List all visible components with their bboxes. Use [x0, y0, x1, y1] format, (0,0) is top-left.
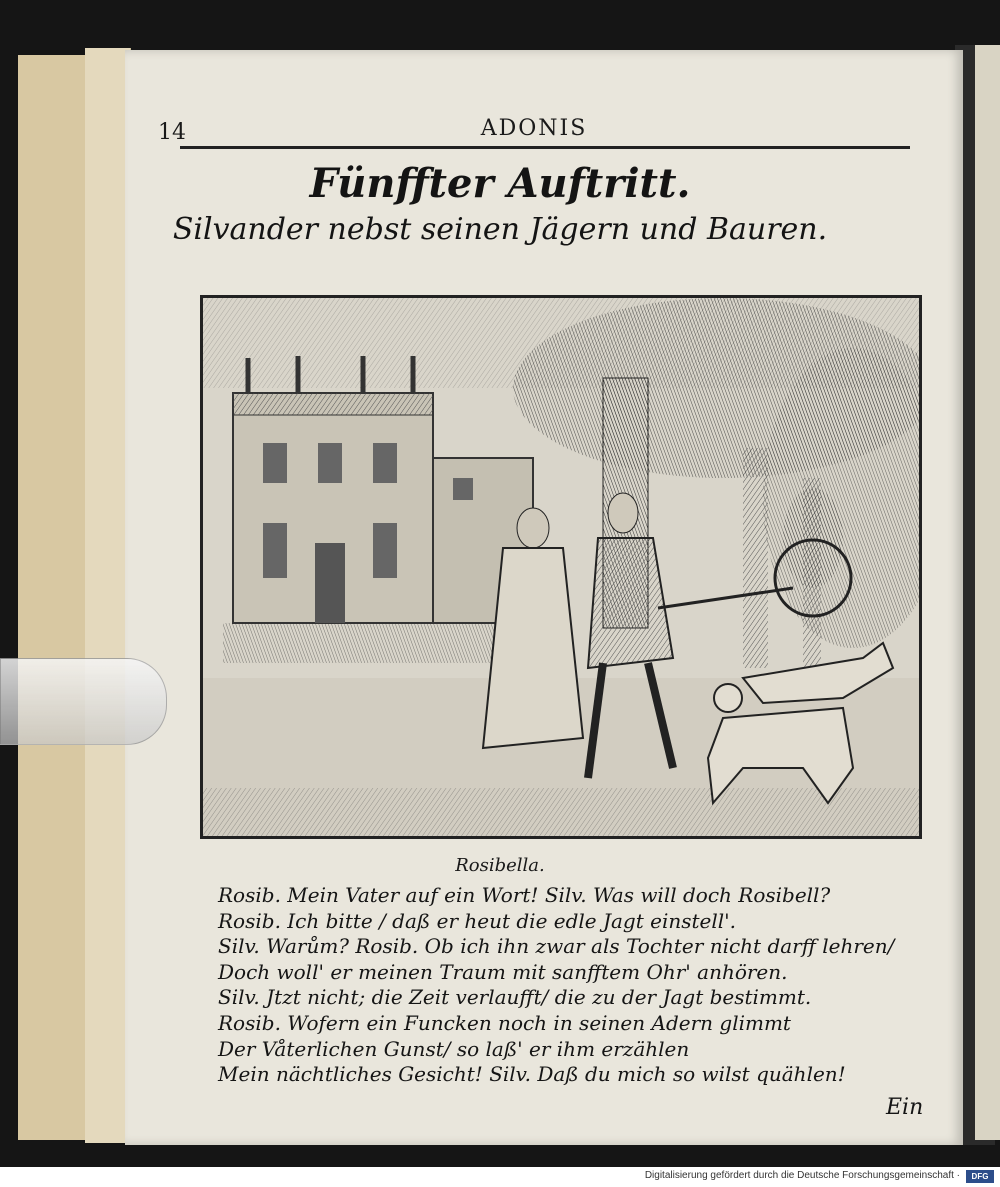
catchword: Ein — [886, 1095, 924, 1120]
verse-line: Doch woll' er meinen Traum mit sanfftem Ohr' anhören. — [218, 959, 788, 984]
verse-line: Der Våterlichen Gunst/ so laß' er ihm erzählen — [218, 1036, 690, 1061]
scene-title: Fünffter Auftritt. — [309, 160, 691, 207]
page-number: 14 — [158, 120, 186, 145]
header-rule — [180, 146, 910, 149]
verse-line: Mein nächtliches Gesicht! Silv. Daß du mich so wilst quählen! — [218, 1062, 846, 1087]
verse-block — [218, 883, 918, 1088]
running-head: ADONIS — [480, 116, 588, 141]
dfg-logo: DFG — [966, 1170, 994, 1183]
verse-line: Rosib. Ich bitte / daß er heut die edle Jagt einstell'. — [218, 908, 737, 933]
engraving-illustration — [203, 298, 919, 836]
hunting-scene-engraving — [200, 295, 922, 839]
facing-page-edge — [975, 45, 1000, 1140]
speaker-heading: Rosibella. — [455, 855, 545, 876]
page-header — [158, 112, 910, 152]
digitization-footer — [0, 1167, 1000, 1187]
footer-credit: Digitalisierung gefördert durch die Deutsche Forschungsgemeinschaft · — [644, 1170, 960, 1181]
verse-line: Rosib. Mein Vater auf ein Wort! Silv. Was will doch Rosibell? — [218, 883, 831, 907]
verse-line: Silv. Jtzt nicht; die Zeit verlaufft/ die zu der Jagt bestimmt. — [218, 985, 812, 1010]
verse-line: Rosib. Wofern ein Funcken noch in seinen Adern glimmt — [218, 1010, 791, 1035]
scene-subtitle: Silvander nebst seinen Jägern und Bauren. — [172, 212, 828, 247]
verse-line: Silv. Warům? Rosib. Ob ich ihn zwar als Tochter nicht darff lehren/ — [218, 934, 895, 959]
page-holder-clip — [0, 658, 167, 745]
